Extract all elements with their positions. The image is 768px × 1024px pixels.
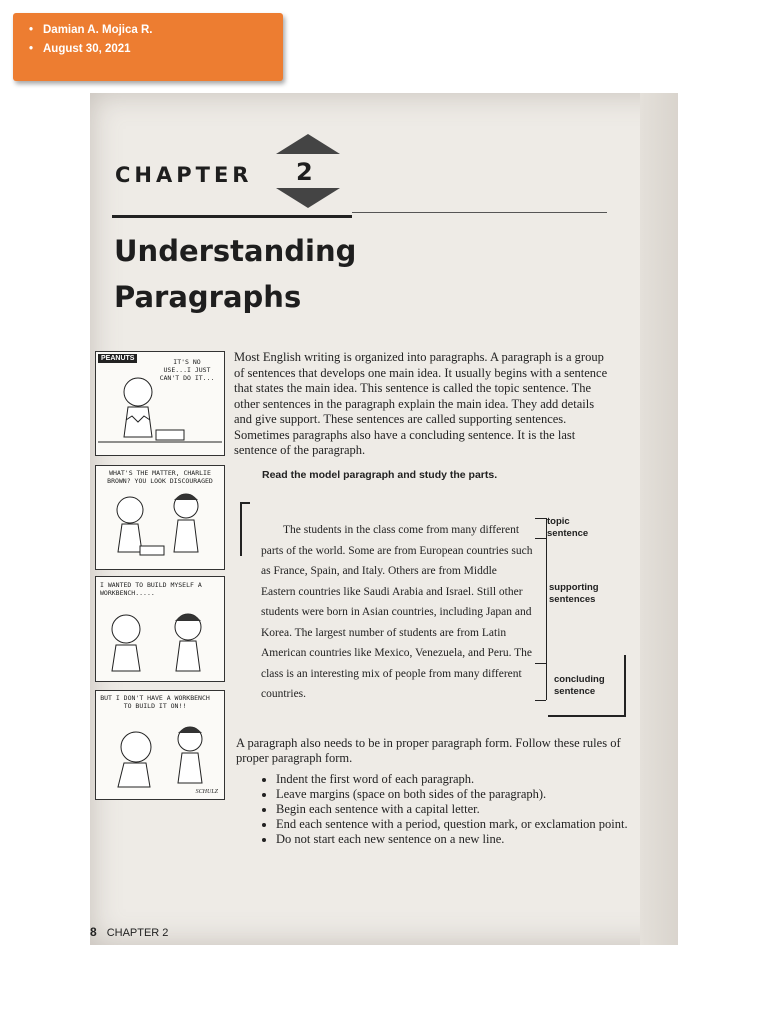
- instruction: Read the model paragraph and study the parts.: [262, 469, 498, 481]
- rules-list: [262, 772, 646, 847]
- comic-panel-3: [95, 576, 225, 682]
- speech-bubble: BUT I DON'T HAVE A WORKBENCH TO BUILD IT ON!!: [100, 694, 210, 710]
- author-note: [13, 13, 283, 81]
- form-paragraph: A paragraph also needs to be in proper paragraph form. Follow these rules of proper paragraph form.: [236, 736, 621, 765]
- heading-rule: [112, 215, 352, 218]
- label-supporting: supporting sentences: [549, 582, 599, 605]
- comic-panel-2: [95, 465, 225, 570]
- title-line-2: Paragraphs: [114, 280, 302, 314]
- label-topic: topic sentence: [547, 516, 589, 539]
- label-concluding: concluding sentence: [554, 674, 605, 697]
- heading-rule-thin: [352, 212, 607, 213]
- page-number: 8: [90, 925, 97, 939]
- chapter-label: CHAPTER: [115, 163, 253, 187]
- model-bracket-left: [240, 502, 250, 556]
- rule-item: • Begin each sentence with a capital letter.: [276, 802, 646, 817]
- model-paragraph-text: The students in the class come from many different parts of the world. Some are from European countries such as France, Spain, and Italy. Others are from Middle Eastern countries like Saudi Arabia and Israel. Still other students were born in Asian countries, including Japan and Korea. The largest number of students are from Latin American countries like Mexico, Venezuela, and Peru. The class is an interesting mix of people from many different countries.: [261, 524, 533, 700]
- page-footer: [90, 925, 168, 939]
- model-paragraph: [261, 520, 533, 705]
- note-author: • Damian A. Mojica R.: [43, 21, 283, 40]
- chapter-number: 2: [296, 158, 313, 186]
- model-bracket-right: [540, 518, 547, 700]
- comic-panel-4: [95, 690, 225, 800]
- characters-icon: [96, 577, 224, 681]
- intro-paragraph: Most English writing is organized into paragraphs. A paragraph is a group of sentences that develops one main idea. It usually begins with a sentence that states the main idea. This sentence is called the topic sentence. The other sentences in the paragraph explain the main idea. They add details and give support. These sentences are called supporting sentences. Sometimes paragraphs also have a concluding sentence. It is the last sentence of the paragraph.: [234, 350, 608, 457]
- bracket-tick: [535, 538, 546, 539]
- bracket-tick: [535, 663, 546, 664]
- comic-panel-1: [95, 351, 225, 456]
- title-line-1: Understanding: [114, 234, 357, 268]
- comic-brand: PEANUTS: [98, 354, 137, 363]
- rule-item: • Do not start each new sentence on a new line.: [276, 832, 646, 847]
- chapter-title: [114, 228, 356, 320]
- charlie-brown-icon: [96, 352, 224, 455]
- characters-icon: [96, 691, 224, 799]
- bracket-tick: [535, 518, 546, 519]
- rule-item: • Leave margins (space on both sides of the paragraph).: [276, 787, 646, 802]
- rule-item: • End each sentence with a period, question mark, or exclamation point.: [276, 817, 646, 832]
- speech-bubble: WHAT'S THE MATTER, CHARLIE BROWN? YOU LOOK DISCOURAGED: [107, 469, 213, 485]
- rule-item: • Indent the first word of each paragraph.: [276, 772, 646, 787]
- speech-bubble: I WANTED TO BUILD MYSELF A WORKBENCH.....: [100, 581, 202, 597]
- characters-icon: [96, 466, 224, 569]
- bracket-tick: [535, 700, 546, 701]
- note-date: • August 30, 2021: [43, 40, 283, 59]
- speech-bubble: IT'S NO USE...I JUST CAN'T DO IT...: [159, 358, 215, 382]
- footer-chapter: CHAPTER 2: [106, 927, 169, 939]
- comic-signature: SCHULZ: [195, 789, 218, 795]
